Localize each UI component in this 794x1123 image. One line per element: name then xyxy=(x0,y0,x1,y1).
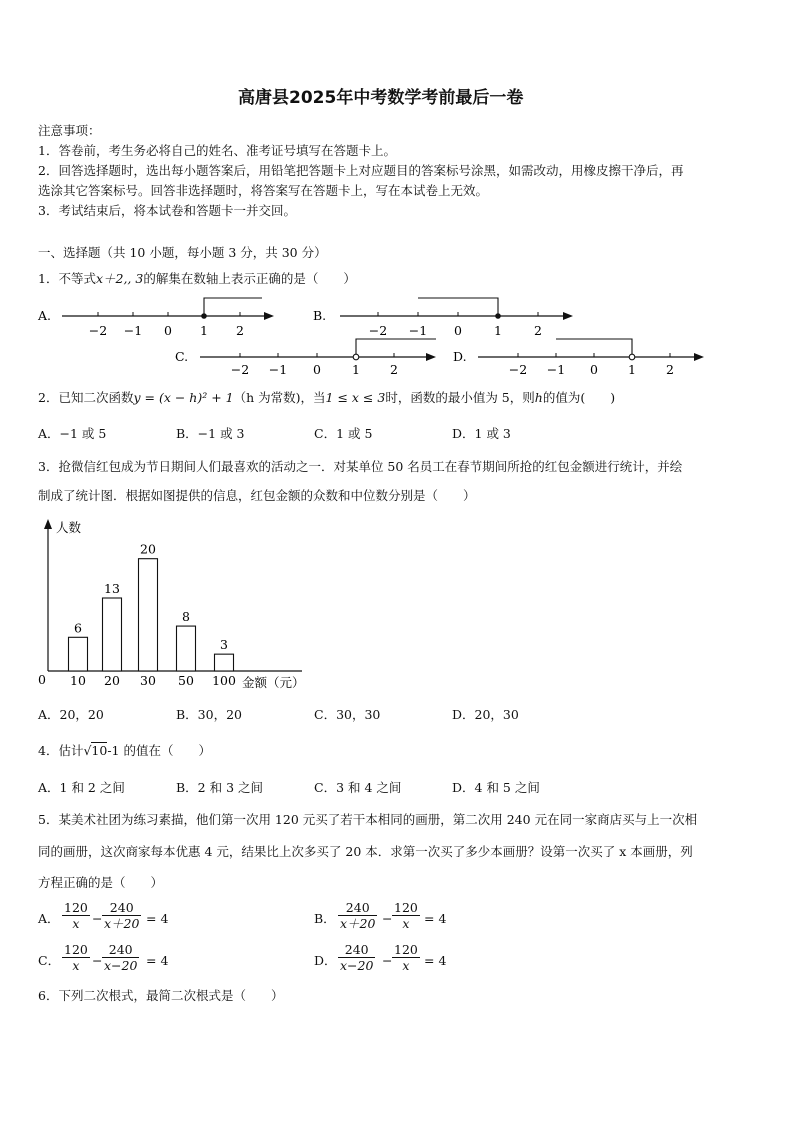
numerator: 120 xyxy=(394,900,418,915)
number-line-a xyxy=(37,298,274,338)
denominator: x xyxy=(402,958,410,973)
tick-label: −1 xyxy=(408,323,428,338)
q3-option-d: D．20，30 xyxy=(452,707,519,722)
equation-rhs: = 4 xyxy=(146,953,169,968)
tick-label: −1 xyxy=(123,323,143,338)
denominator: x−20 xyxy=(104,958,138,973)
x-tick-label: 100 xyxy=(212,673,236,688)
minus-sign: − xyxy=(382,953,393,968)
option-c-label: C. xyxy=(175,349,189,364)
notice-item-3: 3．考试结束后，将本试卷和答题卡一并交回。 xyxy=(38,203,296,218)
q4-option-c: C．3 和 4 之间 xyxy=(314,780,402,795)
q3-option-c: C．30，30 xyxy=(314,707,381,722)
q2-stem-a: 2．已知二次函数 xyxy=(38,390,134,405)
q4-radicand: 10 xyxy=(91,743,108,758)
question-1-stem xyxy=(38,271,356,287)
minus-sign: − xyxy=(92,911,103,926)
tick-label: 1 xyxy=(352,362,360,375)
sqrt-sign: √ xyxy=(83,743,92,758)
q5-option-d-label: D． xyxy=(314,953,337,968)
tick-label: −1 xyxy=(546,362,566,375)
q1-number-lines xyxy=(0,295,794,375)
bar-value-label: 6 xyxy=(74,620,82,636)
bar-value-label: 3 xyxy=(220,637,228,653)
q3-option-a: A．20，20 xyxy=(38,707,104,722)
question-5-line-1: 5．某美术社团为练习素描，他们第一次用 120 元买了若干本相同的画册，第二次用 240 元在同一家商店买与上一次相 xyxy=(38,812,698,827)
q2-stem-c: 时，函数的最小值为 5，则 xyxy=(385,390,535,405)
tick-label: −2 xyxy=(508,362,528,375)
bar-value-label: 20 xyxy=(140,541,156,557)
y-axis-label: 人数 xyxy=(56,520,82,535)
bar-100 xyxy=(215,654,234,671)
notice-heading: 注意事项： xyxy=(38,123,101,138)
q4-stem-a: 4．估计 xyxy=(38,743,84,758)
numerator: 240 xyxy=(338,900,377,916)
q4-option-a: A．1 和 2 之间 xyxy=(38,780,125,795)
x-tick-label: 10 xyxy=(70,673,86,688)
notice-item-2b: 选涂其它答案标号。回答非选择题时，将答案写在答题卡上，写在本试卷上无效。 xyxy=(38,183,489,198)
tick-label: 2 xyxy=(534,323,542,338)
fraction xyxy=(392,900,420,931)
q2-h: h xyxy=(534,390,543,405)
question-3-stem-a: 3．抢微信红包成为节日期间人们最喜欢的活动之一．对某单位 50 名员工在春节期间所抢的红包金额进行统计，并绘 xyxy=(38,459,683,474)
tick-label: 0 xyxy=(590,362,598,375)
number-line-d xyxy=(453,339,704,375)
section-heading: 一、选择题（共 10 小题，每小题 3 分，共 30 分） xyxy=(38,245,327,260)
q2-option-c: C．1 或 5 xyxy=(314,426,373,441)
equation-rhs: = 4 xyxy=(146,911,169,926)
fraction xyxy=(62,900,90,931)
tick-label: −2 xyxy=(368,323,388,338)
q1-stem-a: 1．不等式 xyxy=(38,271,96,286)
numerator: 240 xyxy=(102,900,141,916)
page-title: 高唐县2025年中考数学考前最后一卷 xyxy=(238,88,524,108)
tick-label: 0 xyxy=(454,323,462,338)
option-d-label: D. xyxy=(453,349,467,364)
x-axis-label: 金额（元） xyxy=(242,675,305,690)
red-envelope-bar-chart xyxy=(30,515,310,695)
q2-condition: 1 ≤ x ≤ 3 xyxy=(325,390,386,405)
tick-label: 1 xyxy=(628,362,636,375)
q4-option-d: D．4 和 5 之间 xyxy=(452,780,540,795)
y-axis-arrow xyxy=(44,519,52,529)
fraction xyxy=(62,942,90,973)
q1-inequality: x＋2,, 3 xyxy=(95,271,144,286)
x-tick-label: 50 xyxy=(178,673,194,688)
q2-option-b: B．−1 或 3 xyxy=(176,426,245,441)
origin-label: 0 xyxy=(38,672,46,687)
q2-function: y = (x − h)² + 1 xyxy=(133,390,234,405)
numerator: 120 xyxy=(64,900,88,915)
question-6-stem: 6．下列二次根式，最简二次根式是（ ） xyxy=(38,988,284,1003)
x-tick-label: 20 xyxy=(104,673,120,688)
q5-option-a-label: A． xyxy=(38,911,60,926)
tick-label: 2 xyxy=(666,362,674,375)
minus-sign: − xyxy=(382,911,393,926)
tick-label: 1 xyxy=(200,323,208,338)
denominator: x xyxy=(72,916,80,931)
fraction xyxy=(102,942,139,973)
numerator: 120 xyxy=(394,942,418,957)
q2-option-d: D．1 或 3 xyxy=(452,426,511,441)
denominator: x xyxy=(72,958,80,973)
number-line-b xyxy=(313,298,573,338)
option-b-label: B. xyxy=(313,308,327,323)
q2-stem-b: （h 为常数)，当 xyxy=(233,390,326,405)
numerator: 120 xyxy=(64,942,88,957)
question-4-stem xyxy=(38,743,211,759)
x-tick-label: 30 xyxy=(140,673,156,688)
bar-50 xyxy=(177,626,196,671)
question-5-line-2: 同的画册，这次商家每本优惠 4 元，结果比上次多买了 20 本．求第一次买了多少本画册？设第一次买了 x 本画册，列 xyxy=(38,844,693,859)
equation-rhs: = 4 xyxy=(424,911,447,926)
q4-stem-b: -1 的值在（ ） xyxy=(107,743,211,758)
denominator: x xyxy=(402,916,410,931)
question-3-stem-b: 制成了统计图．根据如图提供的信息，红包金额的众数和中位数分别是（ ） xyxy=(38,488,476,503)
q2-stem-d: 的值为( ) xyxy=(542,390,616,405)
q2-option-a: A．−1 或 5 xyxy=(38,426,107,441)
fraction xyxy=(102,900,141,931)
bar-value-label: 13 xyxy=(104,581,120,596)
bar-value-label: 8 xyxy=(182,609,190,625)
minus-sign: − xyxy=(92,953,103,968)
fraction xyxy=(338,900,377,931)
numerator: 240 xyxy=(102,942,139,958)
equation-rhs: = 4 xyxy=(424,953,447,968)
bar-20 xyxy=(103,598,122,671)
q4-option-b: B．2 和 3 之间 xyxy=(176,780,264,795)
question-2-stem xyxy=(38,390,615,406)
tick-label: 0 xyxy=(164,323,172,338)
fraction xyxy=(338,942,375,973)
question-5-line-3: 方程正确的是（ ） xyxy=(38,875,164,890)
q1-stem-b: 的解集在数轴上表示正确的是（ ） xyxy=(143,271,356,286)
fraction xyxy=(392,942,420,973)
tick-label: 0 xyxy=(313,362,321,375)
notice-item-1: 1．答卷前，考生务必将自己的姓名、准考证号填写在答题卡上。 xyxy=(38,143,396,158)
q3-option-b: B．30，20 xyxy=(176,707,242,722)
tick-label: −1 xyxy=(268,362,288,375)
tick-label: −2 xyxy=(230,362,250,375)
tick-label: −2 xyxy=(88,323,108,338)
q5-option-b-label: B． xyxy=(314,911,336,926)
denominator: x＋20 xyxy=(340,916,376,931)
bar-10 xyxy=(69,637,88,671)
tick-label: 2 xyxy=(236,323,244,338)
bar-30 xyxy=(139,559,158,671)
number-line-c xyxy=(175,339,436,375)
numerator: 240 xyxy=(338,942,375,958)
q5-option-c-label: C． xyxy=(38,953,61,968)
tick-label: 1 xyxy=(494,323,502,338)
option-a-label: A. xyxy=(38,308,52,323)
denominator: x−20 xyxy=(340,958,374,973)
tick-label: 2 xyxy=(390,362,398,375)
denominator: x＋20 xyxy=(104,916,140,931)
notice-item-2a: 2．回答选择题时，选出每小题答案后，用铅笔把答题卡上对应题目的答案标号涂黑，如需改动，用橡皮擦干净后，再 xyxy=(38,163,684,178)
